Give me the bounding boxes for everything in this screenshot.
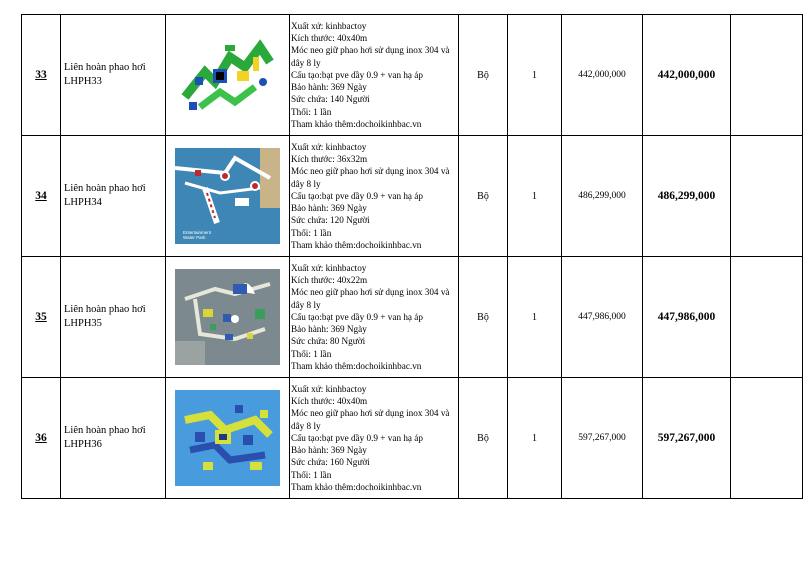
desc-inflate: Thổi: 1 lần: [291, 227, 332, 238]
image-caption-line: Water Park: [183, 235, 206, 240]
desc-warranty: Bảo hành: 369 Ngày: [291, 445, 367, 456]
desc-reference: Tham khảo thêm:dochoikinhbac.vn: [291, 239, 422, 250]
note-cell: [731, 15, 803, 136]
desc-anchor: Móc neo giữ phao hơi sử dụng inox 304 và: [291, 45, 450, 56]
product-name: [61, 136, 166, 257]
desc-capacity: Sức chứa: 80 Người: [291, 336, 366, 347]
desc-capacity: Sức chứa: 160 Người: [291, 457, 370, 468]
product-image-cell: [166, 15, 290, 136]
product-name-line: Liên hoàn phao hơi: [64, 62, 146, 73]
desc-material: Cấu tạo:bạt pve dầy 0.9 + van hạ áp: [291, 311, 423, 322]
table-row: [22, 136, 803, 257]
row-number: 35: [22, 257, 61, 378]
table-row: [22, 257, 803, 378]
product-code: LHPH35: [64, 318, 102, 329]
desc-reference: Tham khảo thêm:dochoikinhbac.vn: [291, 118, 422, 129]
product-code: LHPH34: [64, 197, 102, 208]
desc-origin: Xuất xứ: kinhbactoy: [291, 21, 367, 32]
unit-cell: Bộ: [459, 136, 508, 257]
desc-anchor: Móc neo giữ phao hơi sử dụng inox 304 và: [291, 408, 450, 419]
quantity-cell: 1: [508, 136, 562, 257]
note-cell: [731, 136, 803, 257]
product-image-cell: [166, 136, 290, 257]
desc-capacity: Sức chứa: 140 Người: [291, 94, 370, 105]
unit-cell: Bộ: [459, 378, 508, 499]
product-description: [290, 136, 459, 257]
product-image-cell: [166, 257, 290, 378]
desc-rope: dây 8 ly: [291, 57, 321, 68]
quantity-cell: 1: [508, 378, 562, 499]
table-row: [22, 15, 803, 136]
desc-rope: dây 8 ly: [291, 420, 321, 431]
unit-price-cell: 442,000,000: [562, 15, 643, 136]
product-name: [61, 15, 166, 136]
desc-inflate: Thổi: 1 lần: [291, 106, 332, 117]
unit-cell: Bộ: [459, 257, 508, 378]
desc-anchor: Móc neo giữ phao hơi sử dụng inox 304 và: [291, 166, 450, 177]
water-park-aerial-photo-icon: [175, 269, 280, 365]
product-name-line: Liên hoàn phao hơi: [64, 183, 146, 194]
total-price-cell: 597,267,000: [643, 378, 731, 499]
image-caption-line: Entertainment: [183, 230, 212, 235]
desc-rope: dây 8 ly: [291, 299, 321, 310]
desc-size: Kích thước: 40x40m: [291, 396, 368, 407]
desc-capacity: Sức chứa: 120 Người: [291, 215, 370, 226]
product-image-cell: [166, 378, 290, 499]
total-price-cell: 442,000,000: [643, 15, 731, 136]
water-park-aerial-photo-icon: [175, 390, 280, 486]
note-cell: [731, 378, 803, 499]
quantity-cell: 1: [508, 257, 562, 378]
desc-origin: Xuất xứ: kinhbactoy: [291, 263, 367, 274]
note-cell: [731, 257, 803, 378]
desc-reference: Tham khảo thêm:dochoikinhbac.vn: [291, 360, 422, 371]
desc-size: Kích thước: 40x40m: [291, 33, 368, 44]
desc-material: Cấu tạo:bạt pve dầy 0.9 + van hạ áp: [291, 69, 423, 80]
desc-anchor: Móc neo giữ phao hơi sử dụng inox 304 và: [291, 287, 450, 298]
row-number: 34: [22, 136, 61, 257]
desc-origin: Xuất xứ: kinhbactoy: [291, 142, 367, 153]
quantity-cell: 1: [508, 15, 562, 136]
product-description: [290, 378, 459, 499]
desc-warranty: Bảo hành: 369 Ngày: [291, 324, 367, 335]
unit-price-cell: 447,986,000: [562, 257, 643, 378]
unit-cell: Bộ: [459, 15, 508, 136]
row-number: 33: [22, 15, 61, 136]
total-price-cell: 486,299,000: [643, 136, 731, 257]
row-number: 36: [22, 378, 61, 499]
desc-origin: Xuất xứ: kinhbactoy: [291, 384, 367, 395]
desc-material: Cấu tạo:bạt pve dầy 0.9 + van hạ áp: [291, 432, 423, 443]
desc-size: Kích thước: 40x22m: [291, 275, 368, 286]
product-description: [290, 15, 459, 136]
product-name: [61, 378, 166, 499]
desc-inflate: Thổi: 1 lần: [291, 348, 332, 359]
product-name: [61, 257, 166, 378]
desc-warranty: Bảo hành: 369 Ngày: [291, 82, 367, 93]
product-name-line: Liên hoàn phao hơi: [64, 425, 146, 436]
unit-price-cell: 486,299,000: [562, 136, 643, 257]
price-table: [21, 14, 803, 499]
total-price-cell: 447,986,000: [643, 257, 731, 378]
desc-inflate: Thổi: 1 lần: [291, 469, 332, 480]
desc-rope: dây 8 ly: [291, 178, 321, 189]
product-name-line: Liên hoàn phao hơi: [64, 304, 146, 315]
desc-warranty: Bảo hành: 369 Ngày: [291, 203, 367, 214]
unit-price-cell: 597,267,000: [562, 378, 643, 499]
desc-reference: Tham khảo thêm:dochoikinhbac.vn: [291, 481, 422, 492]
desc-size: Kích thước: 36x32m: [291, 154, 368, 165]
product-description: [290, 257, 459, 378]
table-row: [22, 378, 803, 499]
desc-material: Cấu tạo:bạt pve dầy 0.9 + van hạ áp: [291, 190, 423, 201]
product-code: LHPH33: [64, 76, 102, 87]
product-code: LHPH36: [64, 439, 102, 450]
water-park-aerial-photo-icon: [175, 27, 280, 123]
water-park-aerial-photo-icon: [175, 148, 280, 244]
